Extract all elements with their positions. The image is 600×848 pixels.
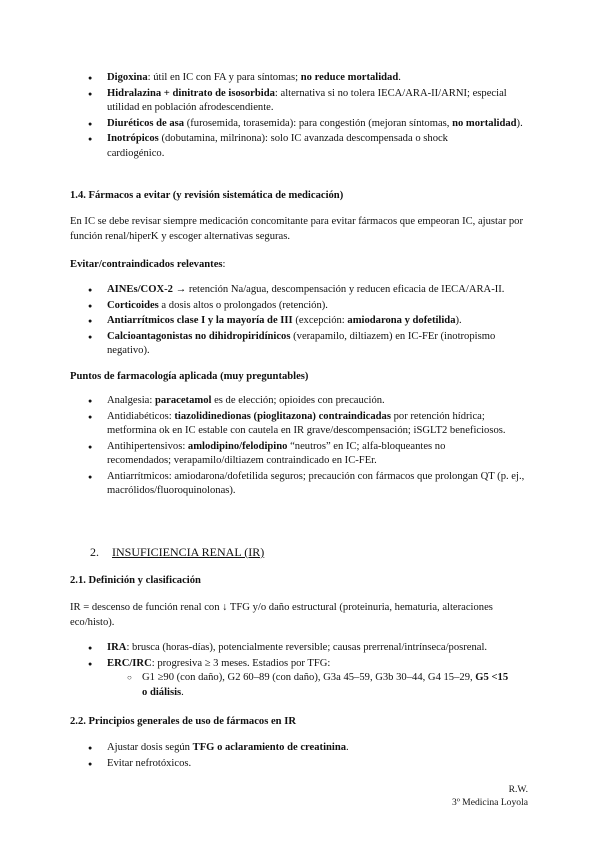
page-footer — [452, 783, 528, 809]
list-item: ● Corticoides a dosis altos o prolongados (retención). — [70, 299, 530, 314]
list-item: ● Antiarrítmicos: amiodarona/dofetilida seguros; precaución con fármacos que prolongan QT (p. ej., macrólidos/fluoroquinolonas). — [70, 470, 530, 499]
pharmacology-list — [70, 394, 530, 499]
list-item: ● Inotrópicos (dobutamina, milrinona): solo IC avanzada descompensada o shock cardiogénico. — [70, 132, 530, 161]
list-item-stages: ○ G1 ≥90 (con daño), G2 60–89 (con daño), G3a 45–59, G3b 30–44, G4 15–29, G5 <15 o diálisis. — [70, 671, 530, 700]
ir-types-list — [70, 641, 530, 700]
list-item: ● Hidralazina + dinitrato de isosorbida: alternativa si no tolera IECA/ARA-II/ARNI; especial utilidad en población afrodescendiente. — [70, 87, 530, 116]
drug-list-ic — [70, 71, 530, 161]
list-item: ● Evitar nefrotóxicos. — [70, 757, 530, 772]
list-item: ● AINEs/COX-2 → retención Na/agua, descompensación y reducen eficacia de IECA/ARA-II. — [70, 283, 530, 298]
footer-course: 3º Medicina Loyola — [452, 797, 528, 808]
contraindicated-list — [70, 283, 530, 359]
footer-author: R.W. — [508, 784, 528, 795]
list-item: ● IRA: brusca (horas-días), potencialmente reversible; causas prerrenal/intrínseca/posrenal. — [70, 641, 530, 656]
list-item: ● Calcioantagonistas no dihidropiridínicos (verapamilo, diltiazem) en IC-FEr (inotropismo negativo). — [70, 330, 530, 359]
heading-1-4: 1.4. Fármacos a evitar (y revisión sistemática de medicación) — [70, 190, 344, 201]
heading-contraindicados: Evitar/contraindicados relevantes: — [70, 259, 226, 270]
list-item: ● Digoxina: útil en IC con FA y para síntomas; no reduce mortalidad. — [70, 71, 530, 86]
list-item: ● Analgesia: paracetamol es de elección; opioides con precaución. — [70, 394, 530, 409]
list-item: ● Ajustar dosis según TFG o aclaramiento de creatinina. — [70, 741, 530, 756]
principles-list — [70, 741, 530, 771]
list-item: ● Antidiabéticos: tiazolidinedionas (pioglitazona) contraindicadas por retención hídrica; metformina ok en IC estable con cautela en IR grave/descompensación; iSGLT2 beneficiosos. — [70, 410, 530, 439]
heading-2-1: 2.1. Definición y clasificación — [70, 575, 201, 586]
list-item: ● Diuréticos de asa (furosemida, torasemida): para congestión (mejoran síntomas, no mortalidad). — [70, 117, 530, 132]
list-item: ● ERC/IRC: progresiva ≥ 3 meses. Estadios por TFG: — [70, 657, 530, 672]
paragraph-2-1: IR = descenso de función renal con ↓ TFG y/o daño estructural (proteinuria, hematuria, alteraciones eco/histo). — [70, 602, 493, 628]
section-2-title: 2. INSUFICIENCIA RENAL (IR) — [90, 545, 265, 559]
heading-2-2: 2.2. Principios generales de uso de fármacos en IR — [70, 716, 296, 727]
list-item: ● Antiarrítmicos clase I y la mayoría de III (excepción: amiodarona y dofetilida). — [70, 314, 530, 329]
heading-farmacologia: Puntos de farmacología aplicada (muy preguntables) — [70, 371, 309, 382]
paragraph-1-4: En IC se debe revisar siempre medicación concomitante para evitar fármacos que empeoran IC, ajustar por función renal/hiperK y escoger alternativas seguras. — [70, 216, 523, 242]
list-item: ● Antihipertensivos: amlodipino/felodipino “neutros” en IC; alfa-bloqueantes no recomendados; verapamilo/diltiazem contraindicado en IC-FEr. — [70, 440, 530, 469]
